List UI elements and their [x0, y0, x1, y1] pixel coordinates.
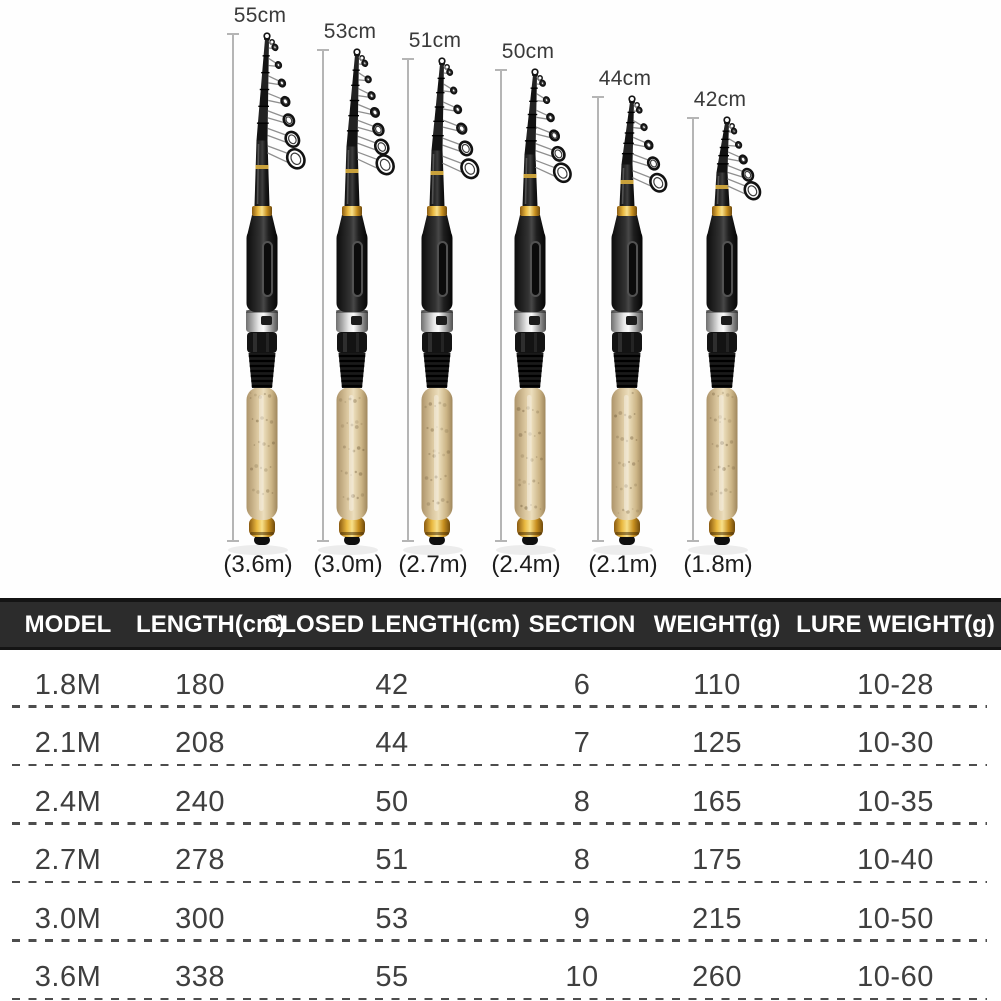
closed-length-label: 44cm	[598, 67, 652, 90]
cell-2-2: 50	[375, 785, 409, 818]
cell-4-4: 215	[692, 902, 742, 935]
cell-1-3: 7	[573, 727, 591, 759]
measurement-line	[402, 58, 414, 542]
cell-5-4: 260	[692, 961, 742, 993]
cell-0-5: 10-28	[857, 668, 934, 701]
cell-4-2: 53	[375, 902, 409, 935]
header-cell-1: LENGTH(cm)	[136, 610, 286, 638]
table-row-2.4M	[0, 767, 1001, 826]
closed-length-label: 42cm	[693, 88, 747, 111]
closed-length-label: 50cm	[501, 40, 555, 63]
cell-2-4: 165	[692, 785, 742, 818]
header-cell-4: WEIGHT(g)	[653, 610, 781, 638]
measurement-line	[495, 69, 507, 542]
cell-1-0: 2.1M	[34, 727, 102, 759]
measurement-line	[687, 117, 699, 542]
cell-5-5: 10-60	[857, 961, 934, 993]
cell-2-0: 2.4M	[34, 785, 102, 818]
closed-length-label: 53cm	[323, 20, 377, 43]
table-row-2.1M	[0, 709, 1001, 768]
cell-4-5: 10-50	[857, 902, 934, 935]
extended-length-label: (1.8m)	[683, 551, 753, 578]
cell-0-4: 110	[693, 668, 741, 701]
cell-2-3: 8	[573, 785, 591, 818]
cell-3-0: 2.7M	[34, 844, 102, 876]
extended-length-label: (2.4m)	[491, 551, 561, 578]
extended-length-label: (2.1m)	[588, 551, 658, 578]
cell-3-4: 175	[692, 844, 742, 876]
cell-3-1: 278	[175, 844, 225, 876]
spec-table-header-row	[0, 598, 1001, 650]
cell-0-0: 1.8M	[34, 668, 102, 701]
cell-3-2: 51	[375, 844, 409, 876]
cell-4-1: 300	[175, 902, 225, 935]
cell-5-1: 338	[175, 961, 225, 993]
cell-2-5: 10-35	[857, 785, 934, 818]
cell-0-3: 6	[573, 668, 591, 701]
header-cell-2: CLOSED LENGTH(cm)	[264, 610, 521, 638]
extended-length-label: (3.6m)	[223, 551, 293, 578]
header-cell-3: SECTION	[528, 610, 636, 638]
cell-2-1: 240	[175, 785, 225, 818]
table-row-2.7M	[0, 826, 1001, 885]
cell-1-1: 208	[175, 727, 225, 759]
table-row-1.8M	[0, 650, 1001, 709]
spec-table-body	[0, 650, 1001, 1001]
cell-1-2: 44	[375, 727, 409, 759]
cell-0-1: 180	[175, 668, 225, 701]
cell-3-5: 10-40	[857, 844, 934, 876]
extended-length-label: (2.7m)	[398, 551, 468, 578]
cell-5-2: 55	[375, 961, 409, 993]
cell-5-0: 3.6M	[34, 961, 102, 993]
cell-4-3: 9	[573, 902, 591, 935]
rod-column-6	[662, 0, 792, 598]
header-cell-0: MODEL	[24, 610, 112, 638]
extended-length-label: (3.0m)	[313, 551, 383, 578]
measurement-line	[592, 96, 604, 542]
measurement-line	[227, 33, 239, 542]
header-cell-5: LURE WEIGHT(g)	[796, 610, 995, 638]
rod-illustration	[662, 0, 792, 598]
cell-0-2: 42	[375, 668, 409, 701]
closed-length-label: 51cm	[408, 29, 462, 52]
cell-3-3: 8	[573, 844, 591, 876]
cell-5-3: 10	[565, 961, 599, 993]
table-row-3.0M	[0, 884, 1001, 943]
measurement-line	[317, 49, 329, 542]
table-row-3.6M	[0, 943, 1001, 1001]
cell-4-0: 3.0M	[34, 902, 102, 935]
closed-length-label: 55cm	[233, 4, 287, 27]
cell-1-4: 125	[692, 727, 742, 759]
cell-1-5: 10-30	[857, 727, 934, 759]
